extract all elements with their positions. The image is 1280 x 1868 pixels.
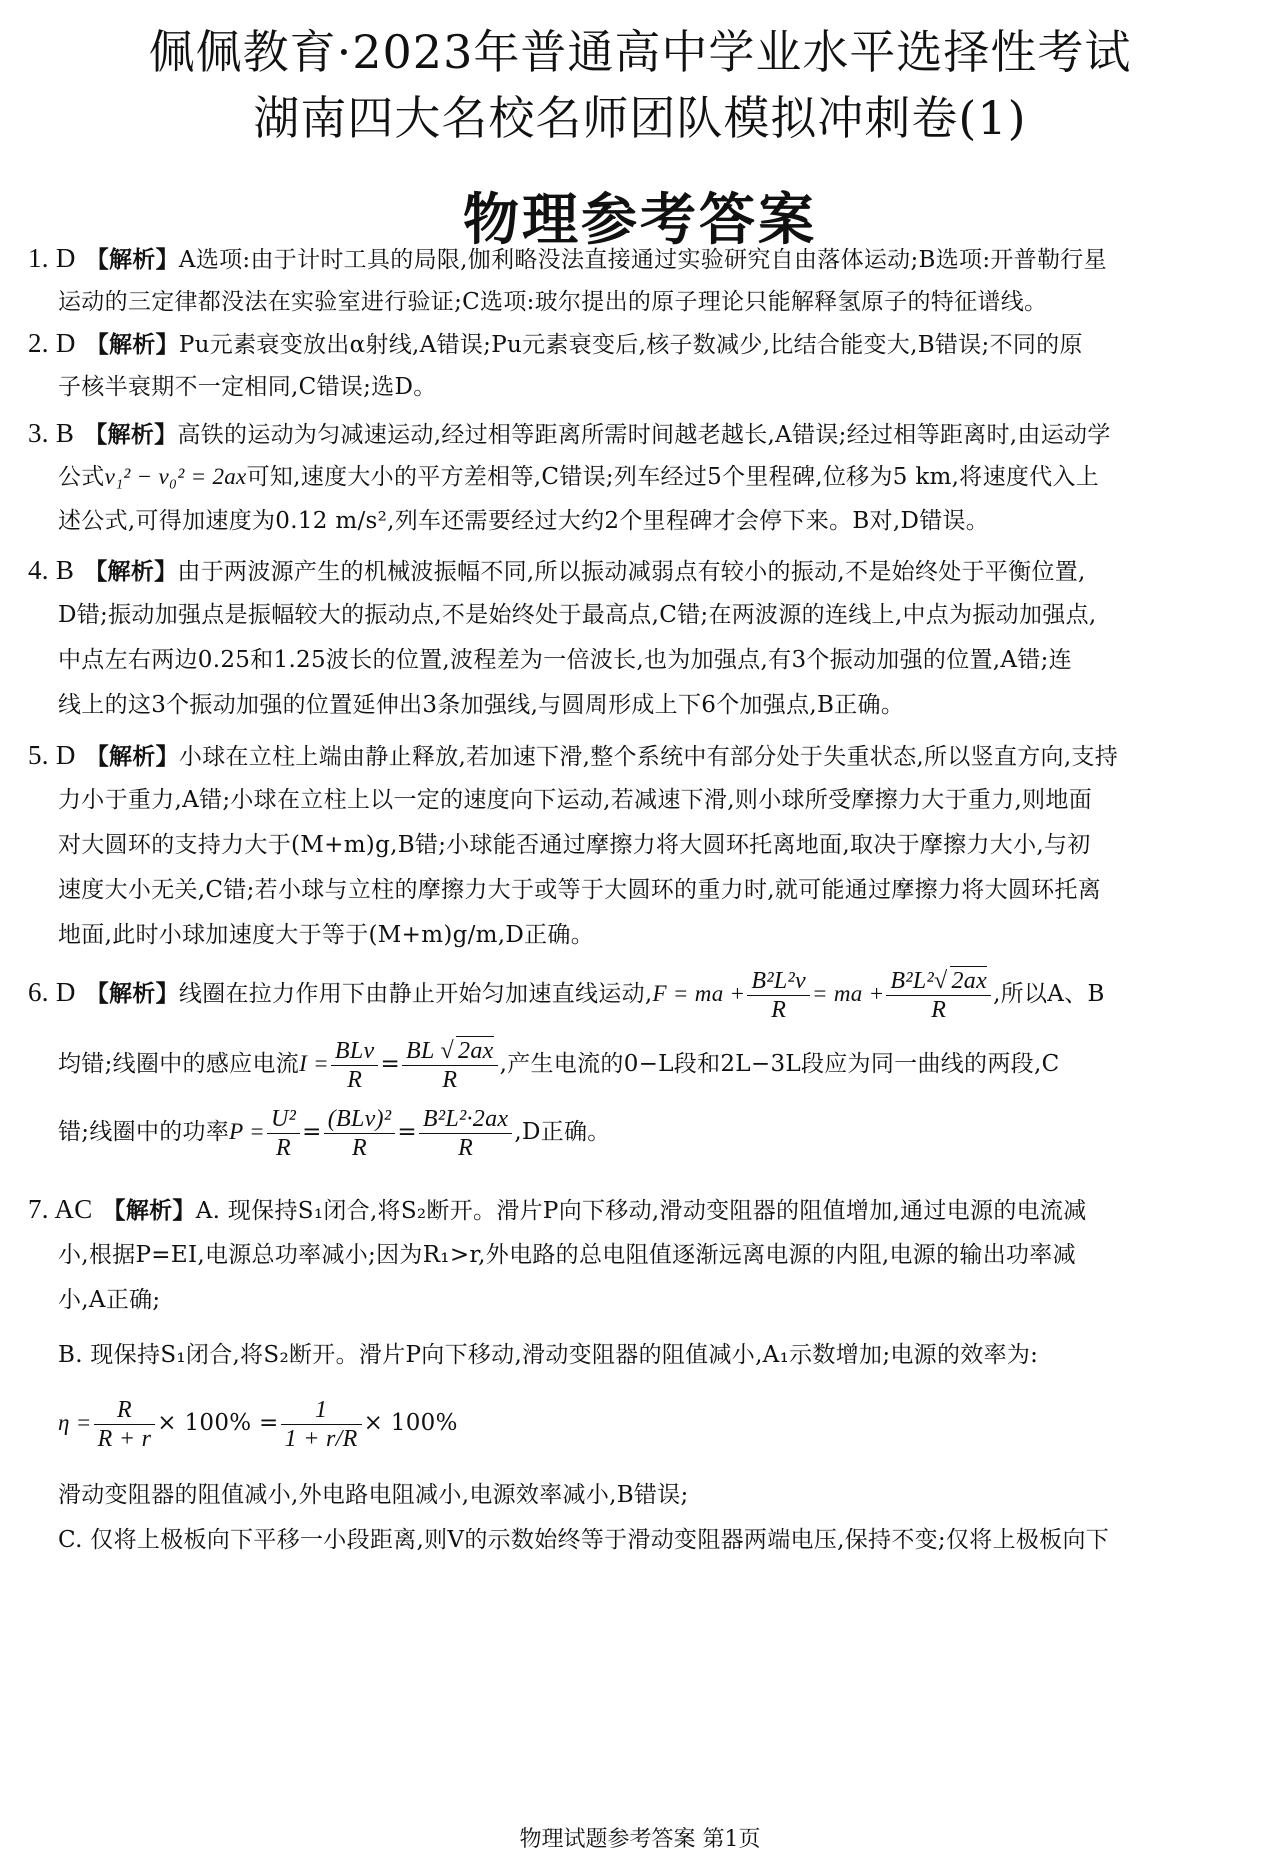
q2-line1: 2. D 【解析】Pu元素衰变放出α射线,A错误;Pu元素衰变后,核子数减少,比结合能变大,B错误;不同的原 [28,328,1083,358]
q7-line1: 7. AC 【解析】A. 现保持S₁闭合,将S₂断开。滑片P向下移动,滑动变阻器的阻值增加,通过电源的电流减 [28,1194,1087,1224]
fraction: $\frac{BL √ 2ax}{R}$ [402,1036,498,1094]
analysis-tag: 【解析】 [84,422,178,448]
analysis-tag: 【解析】 [85,332,179,358]
analysis-tag: 【解析】 [85,247,179,273]
q4-line4: 线上的这3个振动加强的位置延伸出3条加强线,与圆周形成上下6个加强点,B正确。 [58,692,905,718]
q7-line3: 小,A正确; [58,1287,161,1313]
fraction: $\frac{\text{B²L²·2ax}}{R}$ [419,1105,512,1162]
exam-title: 佩佩教育·2023年普通高中学业水平选择性考试 [148,25,1132,79]
q4-line2: D错;振动加强点是振幅较大的振动点,不是始终处于最高点,C错;在两波源的连线上,中点为振动加强点, [58,602,1097,628]
q4-number: 4. B [28,555,75,585]
q5-line3: 对大圆环的支持力大于(M+m)g,B错;小球能否通过摩擦力将大圆环托离地面,取决于摩擦力大小,与初 [58,832,1091,858]
fraction: $\frac{1}{1 + r/R}$ [281,1396,362,1453]
kinematics-formula: v₁² − v₀² = 2ax [104,464,247,489]
fraction: $\frac{\text{(BLv)²}}{R}$ [324,1105,396,1162]
exam-subtitle: 湖南四大名校名师团队模拟冲刺卷(1) [253,91,1027,145]
q5-line4: 速度大小无关,C错;若小球与立柱的摩擦力大于或等于大圆环的重力时,就可能通过摩擦力将大圆环托离 [58,877,1102,903]
q7-line5: 滑动变阻器的阻值减小,外电路电阻减小,电源效率减小,B错误; [58,1482,689,1508]
q1-line1: 1. D 【解析】A选项:由于计时工具的局限,伽利略没法直接通过实验研究自由落体运动;B选项:开普勒行星 [28,243,1107,273]
q4-line3: 中点左右两边0.25和1.25波长的位置,波程差为一倍波长,也为加强点,有3个振动加强的位置,A错;连 [58,647,1072,673]
efficiency-formula: η = $\frac{R}{R + r}$ × 100% = $\frac{1}{1 + r/R}$ × 100% [58,1396,458,1452]
q4-line1: 4. B 【解析】由于两波源产生的机械波振幅不同,所以振动减弱点有较小的振动,不是始终处于平衡位置, [28,555,1086,585]
q5-line2: 力小于重力,A错;小球在立柱上以一定的速度向下运动,若减速下滑,则小球所受摩擦力大于重力,则地面 [58,787,1093,813]
analysis-tag: 【解析】 [85,744,179,770]
q6-line2: 均错;线圈中的感应电流I = $\frac{\text{BLv}}{R}$ = $\frac{BL √ 2ax}{R}$ ,产生电流的0−L段和2L−3L段应为同一曲线的两段,C [58,1037,1060,1093]
analysis-tag: 【解析】 [102,1198,196,1224]
q6-number: 6. D [28,977,76,1007]
q7-line6: C. 仅将上极板向下平移一小段距离,则V的示数始终等于滑动变阻器两端电压,保持不变;仅将上极板向下 [58,1527,1110,1553]
q3-number: 3. B [28,418,75,448]
q5-number: 5. D [28,740,76,770]
q2-number: 2. D [28,328,76,358]
analysis-tag: 【解析】 [85,981,179,1007]
q2-line2: 子核半衰期不一定相同,C错误;选D。 [58,374,437,400]
fraction: $\frac{R}{R + r}$ [94,1396,156,1453]
q3-line3: 述公式,可得加速度为0.12 m/s²,列车还需要经过大约2个里程碑才会停下来。B对,D错误。 [58,508,990,534]
q3-line1: 3. B 【解析】高铁的运动为匀减速运动,经过相等距离所需时间越老越长,A错误;经过相等距离时,由运动学 [28,418,1111,448]
fraction: $\frac{\text{U²}}{R}$ [267,1105,300,1162]
analysis-tag: 【解析】 [84,559,178,585]
page-footer: 物理试题参考答案 第1页 [519,1827,761,1852]
q1-number: 1. D [28,243,76,273]
q1-line2: 运动的三定律都没法在实验室进行验证;C选项:玻尔提出的原子理论只能解释氢原子的特征谱线。 [58,289,1048,315]
q7-line2: 小,根据P=EI,电源总功率减小;因为R₁>r,外电路的总电阻值逐渐远离电源的内阻,电源的输出功率减 [58,1242,1076,1268]
q5-line1: 5. D 【解析】小球在立柱上端由静止释放,若加速下滑,整个系统中有部分处于失重状态,所以竖直方向,支持 [28,740,1119,770]
q5-line5: 地面,此时小球加速度大于等于(M+m)g/m,D正确。 [58,922,595,948]
q6-line3: 错;线圈中的功率P = $\frac{\text{U²}}{R}$ = $\frac{\text{(BLv)²}}{R}$ = $\frac{\text{B²L²·2ax}}{R}$ ,D正确。 [58,1105,611,1161]
q3-line2: 公式v₁² − v₀² = 2ax可知,速度大小的平方差相等,C错误;列车经过5个里程碑,位移为5 km,将速度代入上 [58,464,1100,490]
q7-line4: B. 现保持S₁闭合,将S₂断开。滑片P向下移动,滑动变阻器的阻值减小,A₁示数增加;电源的效率为: [58,1342,1039,1368]
fraction: $\frac{\text{B²L²v}}{R}$ [747,967,810,1024]
fraction: $\frac{\text{BLv}}{R}$ [331,1037,379,1094]
fraction: $\frac{\text{B²L²√ 2ax}}{R}$ [886,966,991,1024]
page-title: 物理参考答案 [463,188,817,253]
q7-number: 7. AC [28,1194,93,1224]
q6-line1: 6. D 【解析】线圈在拉力作用下由静止开始匀加速直线运动,F = ma + $\frac{\text{B²L²v}}{R}$ = ma + $\frac{\text{B²L²√ 2ax}}{R}$ ,所以A、B [28,967,1105,1023]
